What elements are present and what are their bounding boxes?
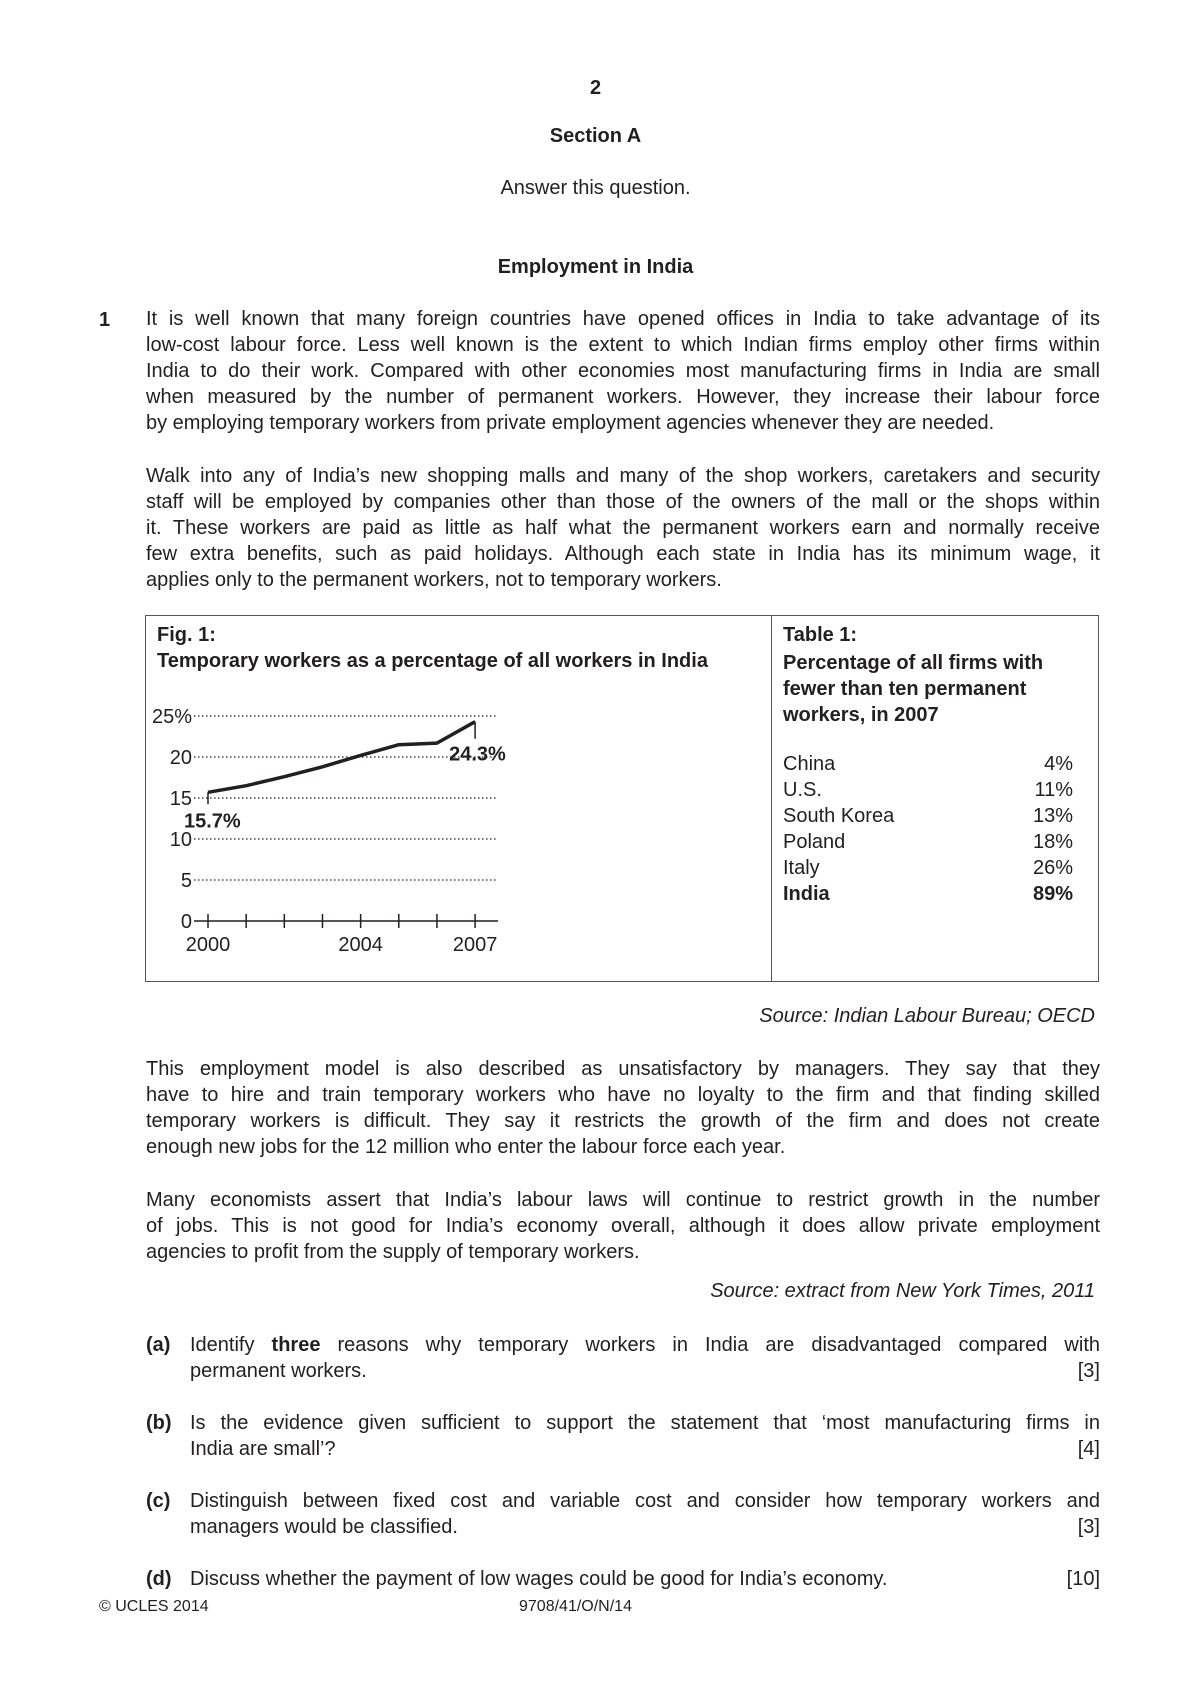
paragraph-line: Walk into any of India’s new shopping malls and many of the shop workers, caretakers and security <box>146 465 1100 487</box>
y-tick-label: 0 <box>180 911 192 933</box>
table-row <box>783 831 1073 857</box>
paragraph-line: few extra benefits, such as paid holidays. Although each state in India has its minimum wage, it <box>146 543 1100 565</box>
y-tick-label: 5 <box>180 870 192 892</box>
chart-annotations <box>184 722 506 833</box>
table-country: China <box>783 753 836 775</box>
table-value: 11% <box>1034 779 1073 801</box>
question-line: Is the evidence given sufficient to support the statement that ‘most manufacturing firms in <box>190 1412 1100 1434</box>
source-figure: Source: Indian Labour Bureau; OECD <box>759 1005 1095 1027</box>
figure-label: Fig. 1: <box>157 624 216 646</box>
x-tick-label: 2007 <box>452 934 498 956</box>
question-line: permanent workers. <box>190 1360 367 1382</box>
chart-grid <box>194 716 498 880</box>
section-title: Section A <box>549 125 642 147</box>
question-text-part: Identify <box>190 1334 272 1356</box>
y-tick-label: 25% <box>151 706 192 728</box>
x-axis <box>186 914 498 956</box>
question-text-part: reasons why temporary workers in India are disadvantaged compared with <box>320 1334 1100 1356</box>
paragraph-line: This employment model is also described as unsatisfactory by managers. They say that they <box>146 1058 1100 1080</box>
instruction: Answer this question. <box>500 177 691 199</box>
question-line: Distinguish between fixed cost and variable cost and consider how temporary workers and <box>190 1490 1100 1512</box>
question-marks: [3] <box>1077 1516 1100 1538</box>
paragraph-line: enough new jobs for the 12 million who enter the labour force each year. <box>146 1136 786 1158</box>
annotation-label: 15.7% <box>184 810 241 833</box>
paragraph-line: of jobs. This is not good for India’s economy overall, although it does allow private employment <box>146 1215 1100 1237</box>
page-number: 2 <box>589 77 602 99</box>
y-tick-label: 10 <box>169 829 192 851</box>
paragraph-line: temporary workers is difficult. They say it restricts the growth of the firm and does not create <box>146 1110 1100 1132</box>
footer-code: 9708/41/O/N/14 <box>519 1598 632 1615</box>
box-divider <box>771 615 772 982</box>
question-line <box>190 1332 1100 1358</box>
question-text <box>190 1566 1100 1592</box>
table-value: 26% <box>1032 857 1073 879</box>
question-line: Discuss whether the payment of low wages could be good for India’s economy. <box>190 1568 888 1590</box>
table-caption <box>783 650 1043 728</box>
table-value: 18% <box>1032 831 1073 853</box>
x-tick-label: 2000 <box>185 934 231 956</box>
question-label: (b) <box>146 1412 172 1434</box>
y-tick-label: 15 <box>169 788 192 810</box>
table-country: Poland <box>783 831 846 853</box>
paragraph-4 <box>146 1187 1100 1265</box>
question-text <box>190 1332 1100 1384</box>
question-a <box>146 1332 1100 1384</box>
paragraph-line: It is well known that many foreign countries have opened offices in India to take advantage of its <box>146 308 1100 330</box>
question-label: (d) <box>146 1568 172 1590</box>
paragraph-line: applies only to the permanent workers, not to temporary workers. <box>146 569 722 591</box>
paragraph-line: low-cost labour force. Less well known is the extent to which Indian firms employ other firms within <box>146 334 1100 356</box>
table-country: South Korea <box>783 805 895 827</box>
paragraph-line: by employing temporary workers from private employment agencies whenever they are needed. <box>146 412 995 434</box>
footer-copyright: © UCLES 2014 <box>99 1598 209 1615</box>
table-row <box>783 857 1073 883</box>
table-value: 4% <box>1044 753 1073 775</box>
paragraph-line: agencies to profit from the supply of temporary workers. <box>146 1241 640 1263</box>
question-text <box>190 1410 1100 1462</box>
paragraph-2 <box>146 463 1100 593</box>
line-chart <box>150 695 530 975</box>
table-row <box>783 805 1073 831</box>
question-marks: [10] <box>1066 1568 1100 1590</box>
source-article: Source: extract from New York Times, 2011 <box>710 1280 1095 1302</box>
annotation-label: 24.3% <box>449 743 506 766</box>
question-c <box>146 1488 1100 1540</box>
table-row <box>783 883 1073 909</box>
paragraph-line: Many economists assert that India’s labour laws will continue to restrict growth in the number <box>146 1189 1100 1211</box>
paragraph-line: it. These workers are paid as little as half what the permanent workers earn and normally receive <box>146 517 1100 539</box>
question-emphasis: three <box>271 1334 321 1356</box>
table-country: India <box>783 883 830 905</box>
question-line: India are small’? <box>190 1438 336 1460</box>
paragraph-line: India to do their work. Compared with other economies most manufacturing firms in India are small <box>146 360 1100 382</box>
table-country: U.S. <box>783 779 822 801</box>
paragraph-line: when measured by the number of permanent workers. However, they increase their labour force <box>146 386 1100 408</box>
figure-caption: Temporary workers as a percentage of all workers in India <box>157 650 708 672</box>
table-row <box>783 779 1073 805</box>
table-country: Italy <box>783 857 820 879</box>
question-marks: [3] <box>1077 1360 1100 1382</box>
paragraph-line: have to hire and train temporary workers who have no loyalty to the firm and that finding skilled <box>146 1084 1100 1106</box>
question-text <box>190 1488 1100 1540</box>
question-label: (a) <box>146 1334 171 1356</box>
paragraph-1 <box>146 306 1100 436</box>
article-title: Employment in India <box>497 256 694 278</box>
table-caption-line: workers, in 2007 <box>783 704 939 726</box>
table-caption-line: fewer than ten permanent <box>783 678 1027 700</box>
paragraph-line: staff will be employed by companies other than those of the owners of the mall or the shops within <box>146 491 1100 513</box>
y-tick-label: 20 <box>169 747 192 769</box>
question-label: (c) <box>146 1490 171 1512</box>
question-number: 1 <box>99 309 111 331</box>
x-tick-label: 2004 <box>338 934 383 956</box>
table-value: 13% <box>1032 805 1073 827</box>
paragraph-3 <box>146 1056 1100 1160</box>
table-row <box>783 753 1073 779</box>
table-label: Table 1: <box>783 624 858 646</box>
question-line: managers would be classified. <box>190 1516 458 1538</box>
question-d <box>146 1566 1100 1592</box>
question-marks: [4] <box>1077 1438 1100 1460</box>
question-b <box>146 1410 1100 1462</box>
table-value: 89% <box>1032 883 1073 905</box>
table-caption-line: Percentage of all firms with <box>783 652 1044 674</box>
